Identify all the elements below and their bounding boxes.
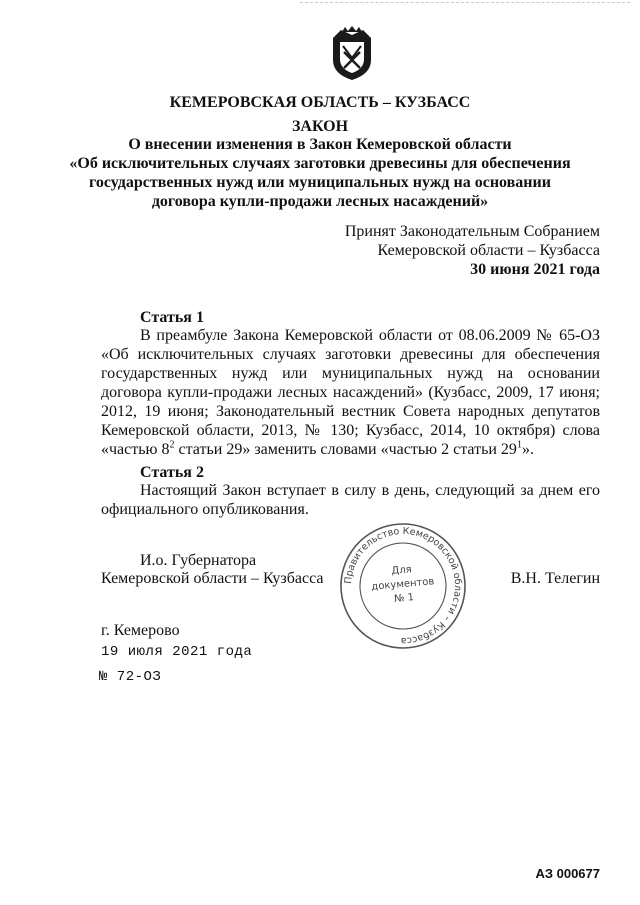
article-2-title: Статья 2 — [140, 464, 204, 481]
adoption-block — [345, 222, 600, 279]
law-title-line: договора купли-продажи лесных насаждений» — [151, 193, 489, 210]
signatory-position: И.о. Губернатора — [140, 552, 257, 569]
adoption-region: Кемеровской области – Кузбасса — [377, 242, 600, 259]
stamp-ring-text: Правительство Кемеровской области – Кузбасса — [342, 525, 464, 647]
law-title-line: О внесении изменения в Закон Кемеровской области — [128, 136, 512, 153]
signing-date: 19 июля 2021 года — [101, 644, 253, 660]
stamp-line: документов — [370, 576, 435, 593]
superscript: 2 — [169, 439, 175, 451]
signatory-name: В.Н. Телегин — [510, 570, 600, 587]
article-1-title: Статья 1 — [140, 309, 204, 326]
place-of-signing: г. Кемерово — [101, 622, 180, 639]
stamp-line: Для — [391, 564, 413, 577]
law-title-line: государственных нужд или муниципальных нужд на основании — [89, 174, 551, 191]
article-1-text — [101, 326, 600, 459]
adoption-body: Принят Законодательным Собранием — [344, 223, 600, 240]
article-1-text-end: ». — [521, 441, 534, 458]
superscript: 1 — [516, 439, 522, 451]
stamp-line: № 1 — [393, 592, 415, 605]
article-2-paragraph: Настоящий Закон вступает в силу в день, следующий за днем его официального опубликования. — [101, 482, 600, 518]
form-serial-number: АЗ 000677 — [535, 866, 600, 881]
law-number: № 72-ОЗ — [99, 669, 162, 685]
article-1-text-main: В преамбуле Закона Кемеровской области от 08.06.2009 № 65-ОЗ «Об исключительных случаях заготовки древесины для обеспечения государственных нужд или муниципальных нужд на основании договора купли-продажи лесных насаждений» (Кузбасс, 2009, 17 июня; 2012, 19 июня; Законодательный вестник Совета народных депутатов Кемеровской области, 2013, № 130; Кузбасс, 2014, 10 октября) слова «частью 8 — [101, 327, 600, 458]
adoption-date: 30 июня 2021 года — [470, 261, 600, 278]
article-1-text-tail: статьи 29» заменить словами «частью 2 статьи 29 — [174, 441, 517, 458]
coat-of-arms-icon — [327, 26, 377, 82]
official-stamp — [338, 521, 468, 651]
law-title — [0, 135, 640, 211]
scan-top-line — [300, 2, 630, 3]
article-2-text — [101, 481, 600, 519]
region-heading: КЕМЕРОВСКАЯ ОБЛАСТЬ – КУЗБАСС — [169, 94, 471, 111]
law-title-line: «Об исключительных случаях заготовки древесины для обеспечения — [69, 155, 571, 172]
document-type: ЗАКОН — [291, 118, 349, 135]
signatory-region: Кемеровской области – Кузбасса — [101, 570, 324, 587]
